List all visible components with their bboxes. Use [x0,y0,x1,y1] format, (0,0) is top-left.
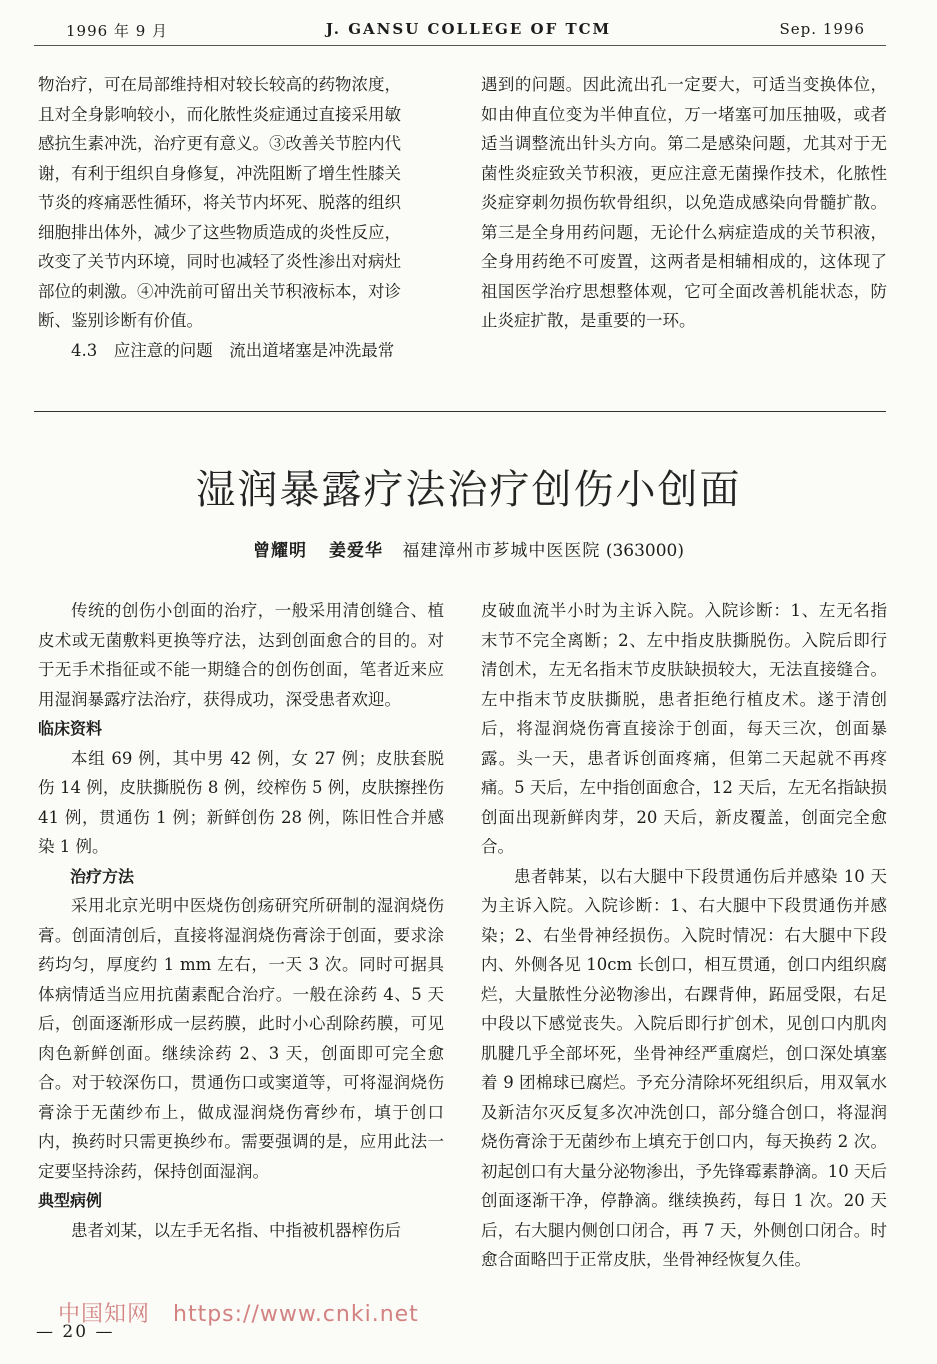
text-line: 物治疗，可在局部维持相对较长较高的药物浓度， [38,75,401,94]
section-heading: 临床资料 [38,719,103,738]
text-line: 改变了关节内环境，同时也减轻了炎性渗出对病灶 [38,252,401,271]
text-line: 感抗生素冲洗，治疗更有意义。③改善关节腔内代 [38,134,401,153]
paragraph: 本组 69 例，其中男 42 例，女 27 例；皮肤套脱伤 14 例，皮肤撕脱伤 8 例，绞榨伤 5 例，皮肤擦挫伤 41 例，贯通伤 1 例；新鲜创伤 28 例，陈旧性合并感染 1 例。 [38,748,444,856]
paragraph: 患者韩某，以右大腿中下段贯通伤后并感染 10 天为主诉入院。入院诊断：1、右大腿中下段贯通伤并感染；2、右坐骨神经损伤。入院时情况：右大腿中下段内、外侧各见 10cm 长创口，相互贯通，创口内组织腐烂，大量脓性分泌物渗出，右踝背伸，跖屈受限，右足中段以下感觉丧失。入院后即行扩创术，见创口内肌肉肌腱几乎全部坏死，坐骨神经严重腐烂，创口深处填塞着 9 团棉球已腐烂。予充分清除坏死组织后，用双氧水及新洁尔灭反复多次冲洗创口，部分缝合创口，将湿润烧伤膏涂于无菌纱布上填充于创口内，每天换药 2 次。初起创口有大量分泌物渗出，予先锋霉素静滴。10 天后创面逐渐干净，停静滴。继续换药，每日 1 次。20 天后，右大腿内侧创口闭合，再 7 天，外侧创口闭合。时愈合面略凹于正常皮肤，坐骨神经恢复久佳。 [481,866,887,1269]
journal-name: J. GANSU COLLEGE OF TCM [325,20,612,38]
authors [253,541,383,561]
prev-article-left-column [38,70,444,365]
article-title: 湿润暴露疗法治疗创伤小创面 [195,467,742,513]
text-line: 断、鉴别诊断有价值。 [38,311,203,330]
text-line: 节炎的疼痛恶性循环，将关节内坏死、脱落的组织 [38,193,401,212]
prev-article-right-column [481,70,887,336]
paragraph: 患者刘某，以左手无名指、中指被机器榨伤后 [71,1220,401,1240]
journal-date: 1996 年 9 月 [66,22,169,40]
article-left-column [38,596,444,1245]
author-name: 曾耀明 [253,541,307,561]
paragraph: 采用北京光明中医烧伤创疡研究所研制的湿润烧伤膏。创面清创后，直接将湿润烧伤膏涂于创面，要求涂药均匀，厚度约 1 mm 左右，一天 3 次。同时可据具体病情适当应用抗菌素配合治疗。一般在涂药 4、5 天后，创面逐渐形成一层药膜，此时小心刮除药膜，可见肉色新鲜创面。继续涂药 2、3 天，创面即可完全愈合。对于较深伤口，贯通伤口或窦道等，可将湿润烧伤膏涂于无菌纱布上，做成湿润烧伤膏纱布，填于创口内，换药时只需更换纱布。需要强调的是，应用此法一定要坚持涂药，保持创面湿润。 [38,896,444,1181]
subsection-line: 4.3 应注意的问题 流出道堵塞是冲洗最常 [71,340,395,360]
postcode: (363000) [605,541,684,561]
article-divider [34,411,886,412]
paragraph: 遇到的问题。因此流出孔一定要大，可适当变换体位，如由伸直位变为半伸直位，万一堵塞可加压抽吸，或者适当调整流出针头方向。第二是感染问题，尤其对于无菌性炎症致关节积液，更应注意无菌操作技术，化脓性炎症穿刺勿损伤软骨组织，以免造成感染向骨髓扩散。第三是全身用药问题，无论什么病症造成的关节积液，全身用药绝不可废置，这两者是相辅相成的，这体现了祖国医学治疗思想整体观，它可全面改善机能状态，防止炎症扩散，是重要的一环。 [481,75,887,330]
author-name: 姜爱华 [329,541,383,561]
byline [0,536,937,561]
section-heading: 典型病例 [38,1191,103,1210]
text-line: 且对全身影响较小，而化脓性炎症通过直接采用敏 [38,104,401,124]
article-right-column [481,596,887,1275]
watermark: 中国知网 https://www.cnki.net [58,1302,419,1327]
section-heading: 治疗方法 [70,866,135,886]
text-line: 谢，有利于组织自身修复，冲洗阻断了增生性膝关 [38,163,401,183]
header-rule [34,45,886,46]
journal-date-en: Sep. 1996 [779,20,865,38]
text-line: 细胞排出体外，减少了这些物质造成的炎性反应， [38,222,401,242]
paragraph: 皮破血流半小时为主诉入院。入院诊断：1、左无名指末节不完全离断；2、左中指皮肤撕脱伤。入院后即行清创术，左无名指末节皮肤缺损较大，无法直接缝合。左中指末节皮肤撕脱，患者拒绝行植皮术。遂于清创后，将湿润烧伤膏直接涂于创面，每天三次，创面暴露。头一天，患者诉创面疼痛，但第二天起就不再疼痛。5 天后，左中指创面愈合，12 天后，左无名指缺损创面出现新鲜肉芽，20 天后，新皮覆盖，创面完全愈合。 [481,601,887,856]
intro-paragraph: 传统的创伤小创面的治疗，一般采用清创缝合、植皮术或无菌敷料更换等疗法，达到创面愈合的目的。对于无手术指征或不能一期缝合的创伤创面，笔者近来应用湿润暴露疗法治疗，获得成功，深受患者欢迎。 [38,601,444,709]
page-number: — 20 — [36,1322,115,1342]
text-line: 部位的刺激。④冲洗前可留出关节积液标本，对诊 [38,281,401,301]
institution: 福建漳州市芗城中医医院 [402,541,601,561]
